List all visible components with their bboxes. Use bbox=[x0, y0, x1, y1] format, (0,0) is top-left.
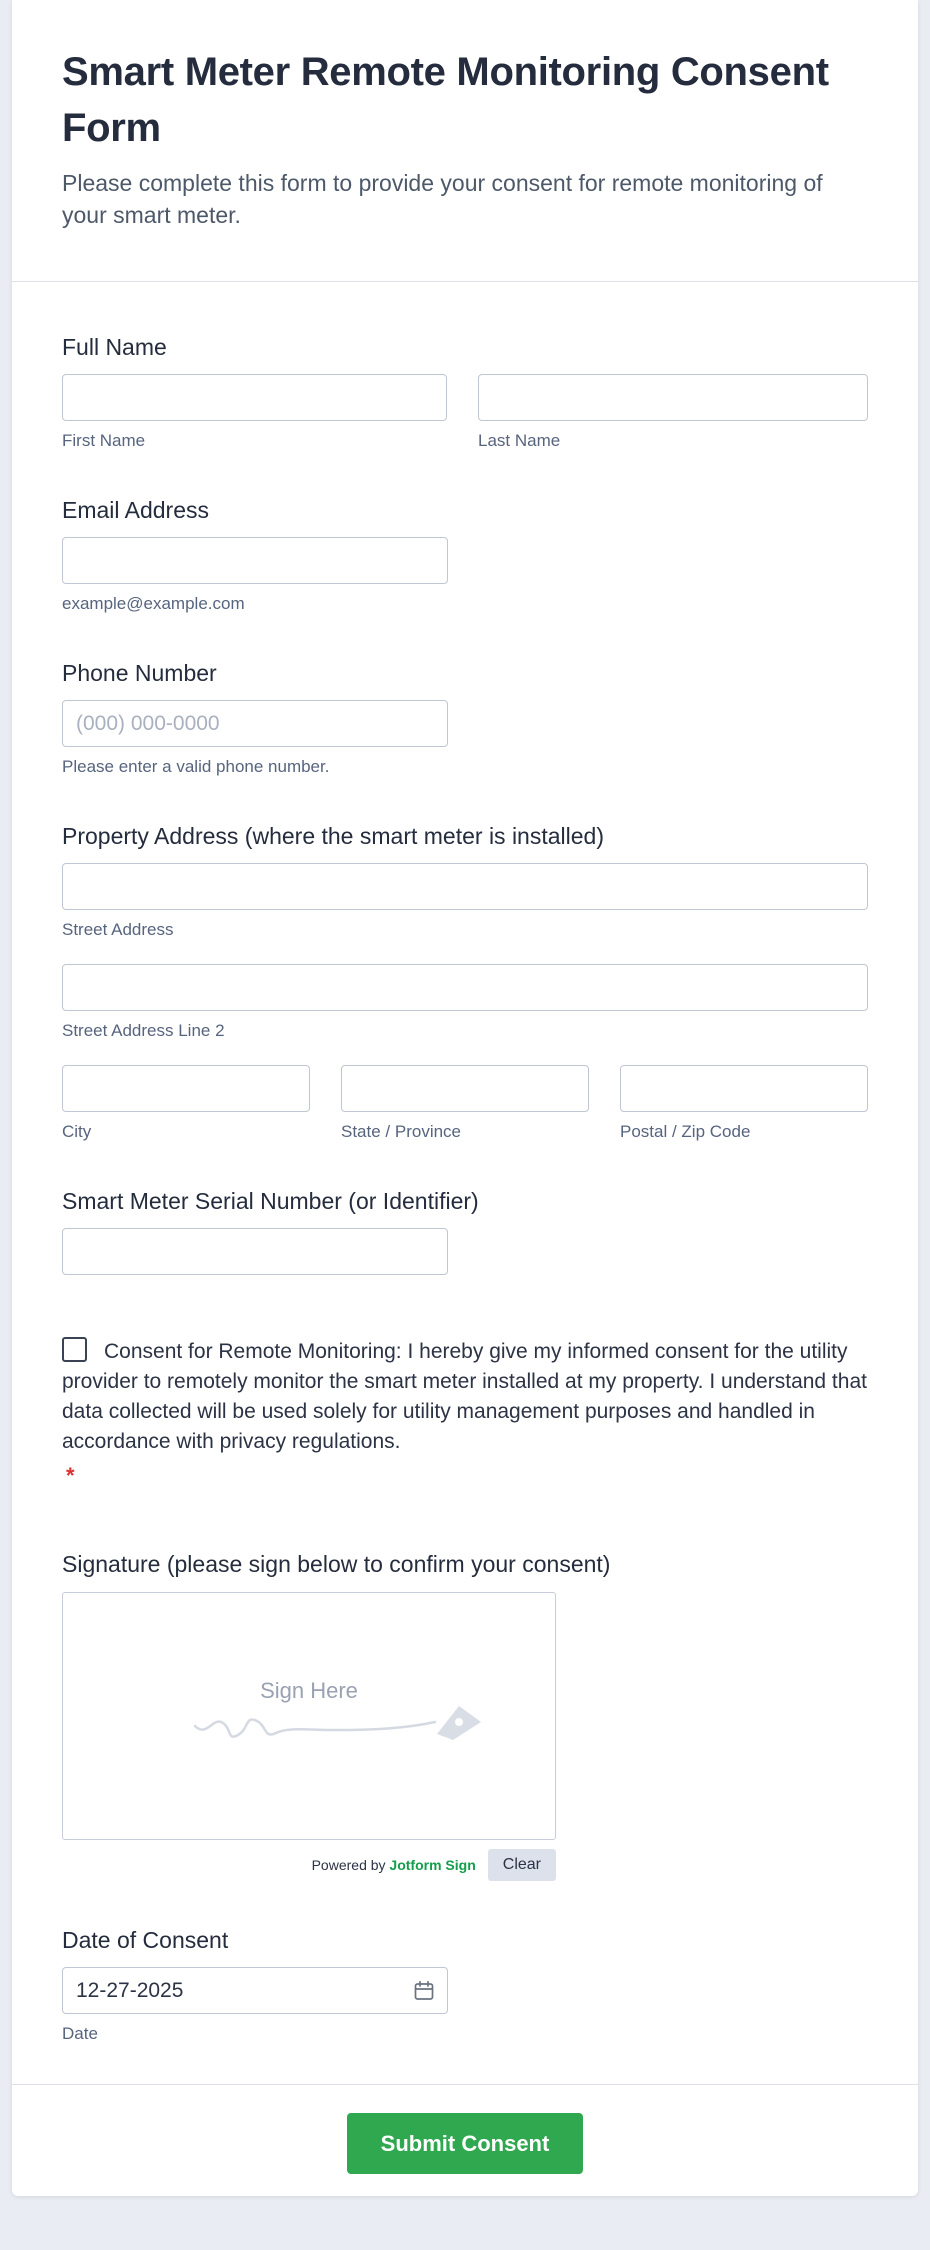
zip-input[interactable] bbox=[620, 1065, 868, 1112]
clear-signature-button[interactable]: Clear bbox=[488, 1849, 556, 1881]
date-label: Date of Consent bbox=[62, 1927, 229, 1954]
email-sublabel: example@example.com bbox=[62, 594, 245, 614]
first-name-input[interactable] bbox=[62, 374, 447, 421]
email-label: Email Address bbox=[62, 497, 210, 524]
phone-sublabel: Please enter a valid phone number. bbox=[62, 757, 330, 777]
street-address-2-input[interactable] bbox=[62, 964, 868, 1011]
last-name-sublabel: Last Name bbox=[478, 431, 561, 451]
submit-button[interactable]: Submit Consent bbox=[347, 2113, 584, 2174]
phone-input[interactable] bbox=[62, 700, 448, 747]
last-name-input[interactable] bbox=[478, 374, 868, 421]
serial-number-label: Smart Meter Serial Number (or Identifier) bbox=[62, 1188, 479, 1215]
powered-by-jotform-sign bbox=[312, 1857, 476, 1873]
field-serial-number bbox=[62, 1188, 868, 1275]
sign-here-placeholder: Sign Here bbox=[260, 1677, 358, 1703]
form-subtitle: Please complete this form to provide your consent for remote monitoring of your smart meter. bbox=[62, 170, 823, 228]
date-input[interactable] bbox=[62, 1967, 448, 2014]
state-sublabel: State / Province bbox=[341, 1122, 462, 1142]
jotform-sign-brand: Jotform Sign bbox=[389, 1857, 476, 1874]
form-title: Smart Meter Remote Monitoring Consent Form bbox=[62, 50, 829, 150]
pen-nib-icon bbox=[437, 1706, 481, 1740]
consent-checkbox[interactable] bbox=[62, 1337, 87, 1362]
field-consent bbox=[62, 1337, 868, 1489]
street-address-sublabel: Street Address bbox=[62, 920, 174, 940]
date-sublabel: Date bbox=[62, 2024, 98, 2044]
street-address-input[interactable] bbox=[62, 863, 868, 910]
serial-number-input[interactable] bbox=[62, 1228, 448, 1275]
address-label: Property Address (where the smart meter is installed) bbox=[62, 823, 604, 850]
consent-text bbox=[62, 1337, 868, 1457]
city-sublabel: City bbox=[62, 1122, 92, 1142]
first-name-sublabel: First Name bbox=[62, 431, 146, 451]
consent-statement: Consent for Remote Monitoring: I hereby give my informed consent for the utility provider to remotely monitor the smart meter installed at my property. I understand that data collected will be used solely for utility management purposes and handled in accordance with privacy regulations. bbox=[62, 1340, 867, 1454]
field-date-of-consent bbox=[62, 1927, 868, 2044]
city-input[interactable] bbox=[62, 1065, 310, 1112]
form-header bbox=[12, 0, 918, 281]
required-asterisk: * bbox=[66, 1463, 75, 1489]
phone-label: Phone Number bbox=[62, 660, 217, 687]
zip-sublabel: Postal / Zip Code bbox=[620, 1122, 751, 1142]
field-phone bbox=[62, 660, 868, 777]
field-email bbox=[62, 497, 868, 614]
calendar-icon[interactable] bbox=[412, 1979, 436, 2003]
submit-row bbox=[12, 2085, 918, 2196]
form-card bbox=[12, 0, 918, 2196]
field-signature bbox=[62, 1551, 868, 1881]
form-body bbox=[12, 282, 918, 2044]
powered-by-text: Powered by bbox=[311, 1857, 386, 1874]
signature-pad[interactable] bbox=[62, 1592, 556, 1840]
street-address-2-sublabel: Street Address Line 2 bbox=[62, 1021, 225, 1041]
full-name-label: Full Name bbox=[62, 334, 167, 361]
email-input[interactable] bbox=[62, 537, 448, 584]
field-property-address bbox=[62, 823, 868, 1142]
signature-label: Signature (please sign below to confirm your consent) bbox=[62, 1551, 611, 1578]
state-input[interactable] bbox=[341, 1065, 589, 1112]
field-full-name bbox=[62, 334, 868, 451]
